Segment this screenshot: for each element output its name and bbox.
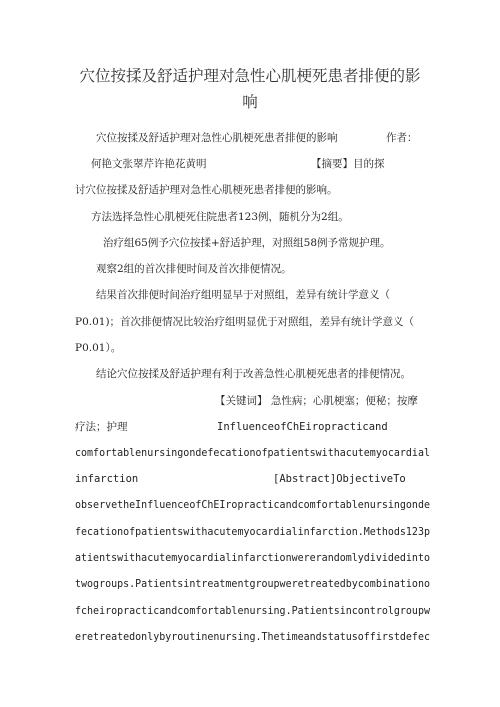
- english-abstract-text: atientswithacutemyocardialinfarctionwererandomlydividedinto: [75, 552, 430, 564]
- article-title-line: 穴位按揉及舒适护理对急性心肌梗死患者排便的影响: [96, 132, 338, 144]
- abstract-conclusion-text: 结论穴位按揉及舒适护理有利于改善急性心肌梗死患者的排便情况。: [96, 368, 411, 380]
- english-abstract-text: twogroups.Patientsintreatmentgroupweretreatedbycombinationo: [75, 578, 430, 590]
- english-abstract-label: [Abstract]ObjectiveTo: [273, 473, 406, 485]
- author-names: 何艳文张翠芹许艳花黄明: [91, 158, 207, 170]
- abstract-objective-text: 讨穴位按揉及舒适护理对急性心肌梗死患者排便的影响。: [75, 184, 338, 196]
- english-abstract-text: fecationofpatientswithacutemyocardialinfarction.Methods123p: [75, 526, 430, 538]
- document-title: 穴位按揉及舒适护理对急性心肌梗死患者排便的影: [79, 67, 421, 85]
- keywords-line: 【关键词】 急性病；心肌梗塞；便秘；按摩: [215, 395, 418, 407]
- english-abstract-text: observetheInfluenceofChEIropracticandcomfortablenursingonde: [75, 499, 430, 511]
- abstract-methods-text: 方法选择急性心肌梗死住院患者123例，随机分为2组。: [91, 211, 349, 223]
- abstract-objective-label: 【摘要】目的探: [311, 158, 385, 170]
- abstract-results-text: P0.01)；首次排便情况比较治疗组明显优于对照组，差异有统计学意义（: [75, 316, 415, 328]
- author-label: 作者：: [386, 132, 418, 144]
- abstract-groups-text: 治疗组65例予穴位按揉+舒适护理，对照组58例予常规护理。: [103, 237, 391, 249]
- english-abstract-text: eretreatedonlybyroutinenursing.Thetimeandstatusoffirstdefec: [75, 631, 430, 643]
- english-title-line: comfortablenursingondefecationofpatientswithacutemyocardial: [75, 447, 430, 459]
- abstract-results-text: 结果首次排便时间治疗组明显早于对照组，差异有统计学意义（: [96, 289, 390, 301]
- english-title-line: infarction: [75, 473, 139, 485]
- english-title-line: InfluenceofChEiropracticand: [217, 421, 388, 433]
- keywords-line: 疗法；护理: [75, 421, 128, 433]
- abstract-results-text: P0.01）。: [75, 342, 122, 354]
- document-title-continued: 响: [242, 93, 258, 111]
- abstract-observation-text: 观察2组的首次排便时间及首次排便情况。: [96, 263, 292, 275]
- english-abstract-text: fcheiropracticandcomfortablenursing.Patientsincontrolgroupw: [75, 605, 430, 617]
